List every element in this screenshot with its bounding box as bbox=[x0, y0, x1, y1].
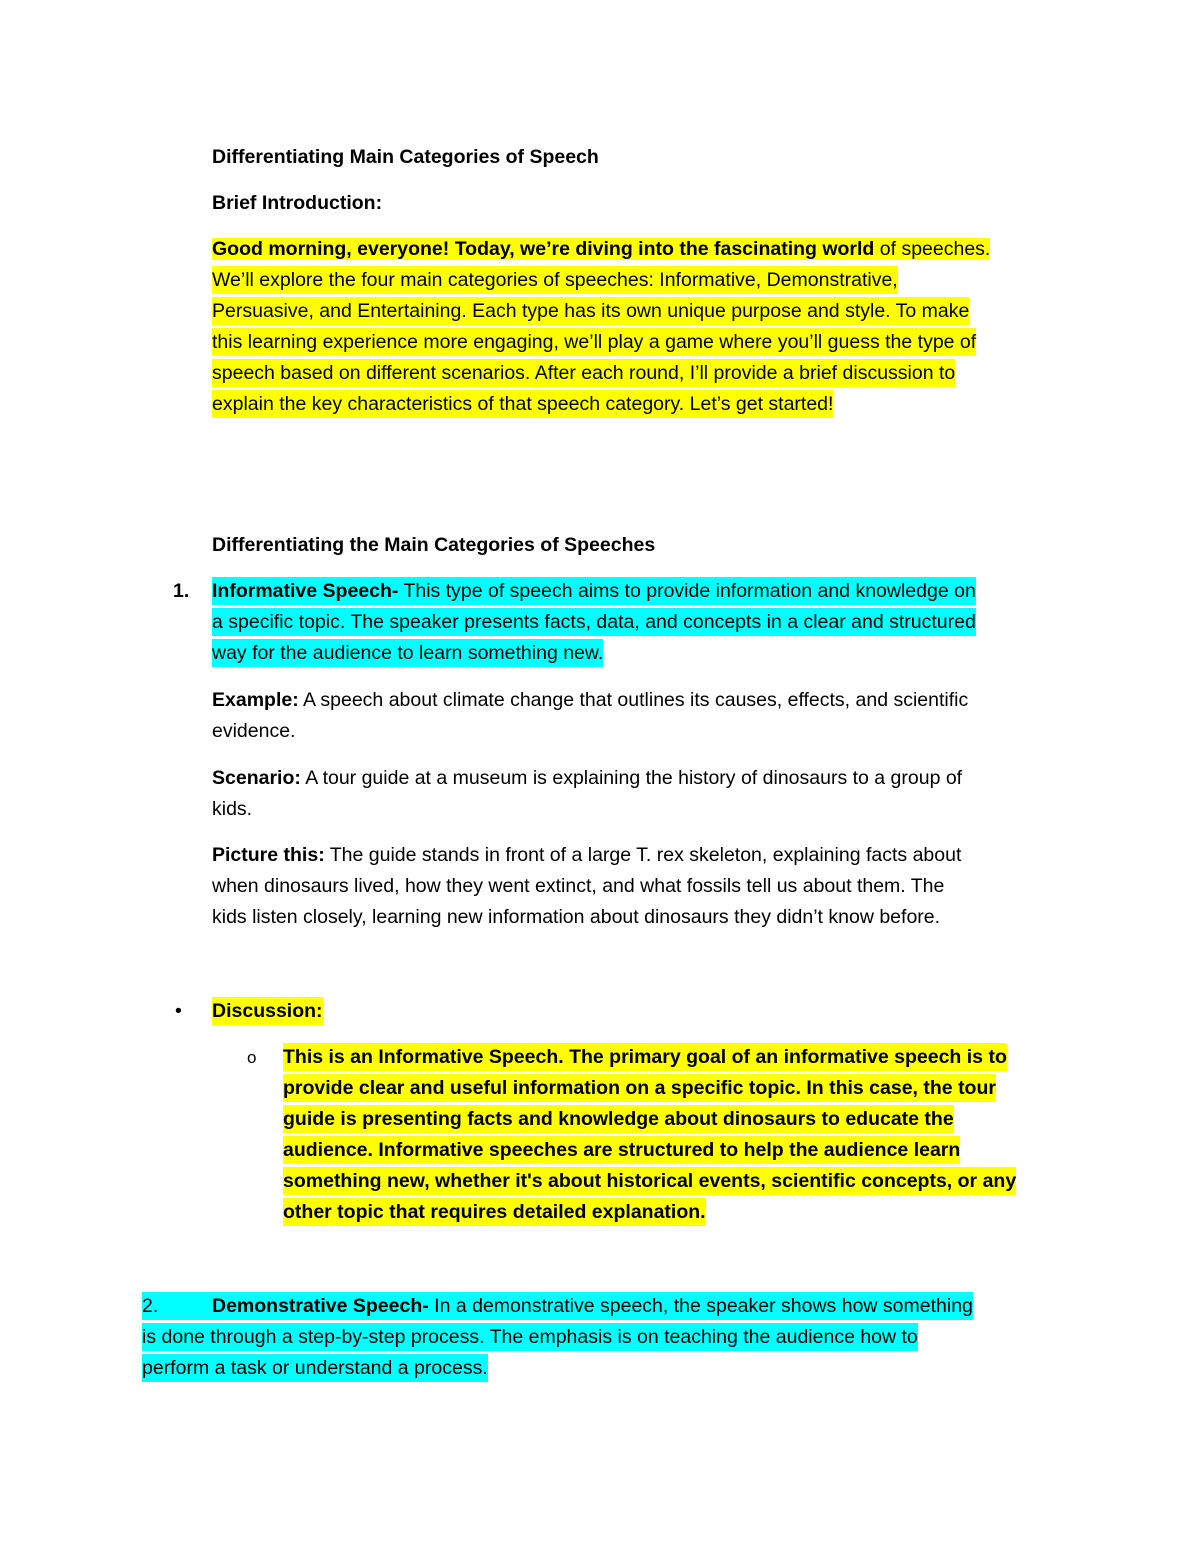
picture-text: The guide stands in front of a large T. rex skeleton, explaining facts about bbox=[324, 844, 962, 866]
item-line: way for the audience to learn something new. bbox=[212, 639, 603, 667]
discussion-line: something new, whether it's about historical events, scientific concepts, or any bbox=[283, 1167, 1016, 1195]
scenario-line bbox=[212, 764, 962, 792]
discussion-line: guide is presenting facts and knowledge about dinosaurs to educate the bbox=[283, 1105, 954, 1133]
item-text: In a demonstrative speech, the speaker shows how something bbox=[428, 1295, 973, 1317]
item-label: Informative Speech- bbox=[212, 580, 399, 602]
intro-bold-text: Good morning, everyone! Today, we’re diving into the fascinating world bbox=[212, 238, 875, 260]
intro-text: of speeches. bbox=[874, 238, 991, 260]
bullet: • bbox=[175, 1000, 182, 1022]
intro-line: speech based on different scenarios. After each round, I’ll provide a brief discussion to bbox=[212, 359, 955, 387]
discussion-label: Discussion: bbox=[212, 997, 323, 1025]
intro-line bbox=[212, 235, 990, 263]
example-label: Example: bbox=[212, 689, 299, 711]
intro-line: this learning experience more engaging, we’ll play a game where you’ll guess the type of bbox=[212, 328, 976, 356]
item-line: is done through a step-by-step process. The emphasis is on teaching the audience how to bbox=[142, 1323, 918, 1351]
document-title: Differentiating Main Categories of Speech bbox=[212, 146, 599, 168]
scenario-line: kids. bbox=[212, 798, 253, 820]
item-text: This type of speech aims to provide information and knowledge on bbox=[398, 580, 976, 602]
item-line bbox=[142, 1292, 973, 1320]
intro-line: We’ll explore the four main categories of speeches: Informative, Demonstrative, bbox=[212, 266, 898, 294]
discussion-line: audience. Informative speeches are structured to help the audience learn bbox=[283, 1136, 960, 1164]
picture-label: Picture this: bbox=[212, 844, 325, 866]
item-label: Demonstrative Speech- bbox=[212, 1295, 429, 1317]
intro-heading: Brief Introduction: bbox=[212, 192, 383, 214]
section-heading: Differentiating the Main Categories of Speeches bbox=[212, 534, 656, 556]
picture-line bbox=[212, 841, 961, 869]
list-number: 2. bbox=[142, 1295, 159, 1317]
item-line: perform a task or understand a process. bbox=[142, 1354, 488, 1382]
list-number: 1. bbox=[173, 580, 190, 602]
intro-line: explain the key characteristics of that speech category. Let’s get started! bbox=[212, 390, 833, 418]
item-line: a specific topic. The speaker presents facts, data, and concepts in a clear and structured bbox=[212, 608, 976, 636]
picture-line: kids listen closely, learning new information about dinosaurs they didn’t know before. bbox=[212, 906, 941, 928]
scenario-label: Scenario: bbox=[212, 767, 301, 789]
example-text: A speech about climate change that outlines its causes, effects, and scientific bbox=[298, 689, 969, 711]
scenario-text: A tour guide at a museum is explaining the history of dinosaurs to a group of bbox=[300, 767, 963, 789]
intro-line: Persuasive, and Entertaining. Each type has its own unique purpose and style. To make bbox=[212, 297, 969, 325]
picture-line: when dinosaurs lived, how they went extinct, and what fossils tell us about them. The bbox=[212, 875, 945, 897]
discussion-line: This is an Informative Speech. The primary goal of an informative speech is to bbox=[283, 1043, 1007, 1071]
example-line: evidence. bbox=[212, 720, 296, 742]
discussion-line: other topic that requires detailed explanation. bbox=[283, 1198, 706, 1226]
sub-bullet: o bbox=[247, 1048, 257, 1067]
example-line bbox=[212, 686, 968, 714]
discussion-line: provide clear and useful information on a specific topic. In this case, the tour bbox=[283, 1074, 996, 1102]
item-line bbox=[212, 577, 976, 605]
